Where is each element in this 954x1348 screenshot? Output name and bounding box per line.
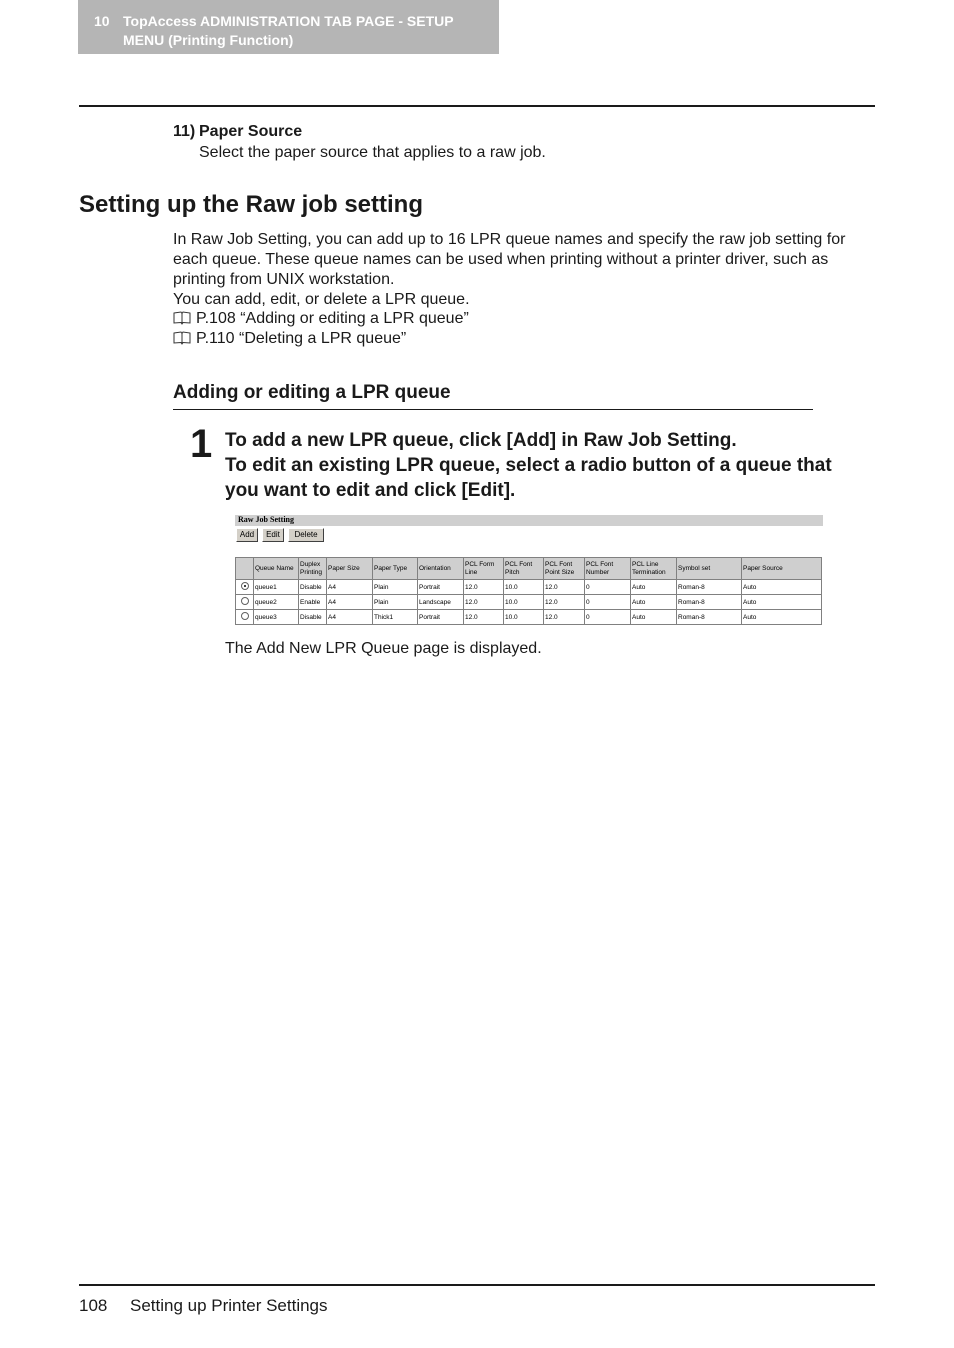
table-header-cell: Queue Name: [254, 558, 299, 580]
table-cell: Roman-8: [677, 610, 742, 625]
table-cell: queue1: [254, 580, 299, 595]
radio-cell: [236, 580, 254, 595]
table-row: [236, 595, 822, 610]
table-cell: Disable: [299, 580, 327, 595]
queue-radio-button[interactable]: [241, 582, 249, 590]
queue-radio-button[interactable]: [241, 612, 249, 620]
book-icon: [173, 311, 191, 325]
table-cell: Portrait: [418, 610, 464, 625]
step-line: To edit an existing LPR queue, select a radio button of a queue that: [225, 455, 832, 476]
table-cell: 12.0: [464, 595, 504, 610]
table-cell: Auto: [631, 580, 677, 595]
screenshot-title-bar: [235, 515, 823, 526]
screenshot-title: Raw Job Setting: [238, 515, 295, 524]
footer-chapter-title: Setting up Printer Settings: [130, 1296, 328, 1315]
section-heading: Setting up the Raw job setting: [79, 191, 423, 218]
chapter-number: 10: [94, 13, 110, 29]
table-cell: A4: [327, 580, 373, 595]
step-line: To add a new LPR queue, click [Add] in Raw Job Setting.: [225, 430, 737, 451]
radio-cell: [236, 595, 254, 610]
table-cell: Plain: [373, 580, 418, 595]
table-header-cell: PCL Font Point Size: [544, 558, 585, 580]
table-header-cell: Duplex Printing: [299, 558, 327, 580]
table-cell: 10.0: [504, 595, 544, 610]
queue-radio-button[interactable]: [241, 597, 249, 605]
reference-link[interactable]: [173, 310, 469, 328]
bottom-divider: [79, 1284, 875, 1286]
table-row: [236, 580, 822, 595]
section-body: [173, 230, 878, 310]
table-cell: Auto: [742, 580, 822, 595]
table-cell: 12.0: [544, 580, 585, 595]
table-cell: Landscape: [418, 595, 464, 610]
table-cell: 10.0: [504, 610, 544, 625]
queue-table: [235, 557, 822, 625]
reference-text: P.110 “Deleting a LPR queue”: [196, 330, 407, 347]
chapter-title-line2: MENU (Printing Function): [123, 32, 294, 48]
subsection-heading: Adding or editing a LPR queue: [173, 382, 451, 403]
table-header-cell: Orientation: [418, 558, 464, 580]
raw-job-setting-screenshot: [235, 514, 825, 632]
table-cell: 12.0: [464, 610, 504, 625]
table-cell: A4: [327, 595, 373, 610]
table-cell: Portrait: [418, 580, 464, 595]
item-description: Select the paper source that applies to a raw job.: [199, 144, 546, 161]
table-cell: 0: [585, 610, 631, 625]
table-cell: Auto: [631, 595, 677, 610]
table-cell: 0: [585, 580, 631, 595]
section-paragraph: You can add, edit, or delete a LPR queue.: [173, 291, 470, 308]
section-paragraph: In Raw Job Setting, you can add up to 16 LPR queue names and specify the raw job setting for each queue. These queue names can be used when printing without a printer driver, such as printing from UNIX workstation.: [173, 231, 846, 288]
table-header-cell: Symbol set: [677, 558, 742, 580]
item-number: 11): [173, 123, 196, 140]
table-cell: 10.0: [504, 580, 544, 595]
table-cell: 12.0: [544, 610, 585, 625]
radio-cell: [236, 610, 254, 625]
add-button[interactable]: Add: [236, 528, 258, 542]
table-header-cell: PCL Font Number: [585, 558, 631, 580]
table-cell: Thick1: [373, 610, 418, 625]
table-row: [236, 610, 822, 625]
table-header-cell: [236, 558, 254, 580]
step-instruction: [225, 428, 885, 503]
subsection-divider: [173, 409, 813, 410]
table-header-cell: Paper Type: [373, 558, 418, 580]
table-cell: Auto: [742, 610, 822, 625]
chapter-title-line1: TopAccess ADMINISTRATION TAB PAGE - SETUP: [123, 13, 454, 29]
reference-link[interactable]: [173, 330, 406, 348]
book-icon: [173, 331, 191, 345]
table-header-cell: PCL Form Line: [464, 558, 504, 580]
page-number: 108: [79, 1296, 108, 1315]
table-cell: Disable: [299, 610, 327, 625]
table-cell: Auto: [742, 595, 822, 610]
reference-text: P.108 “Adding or editing a LPR queue”: [196, 310, 469, 327]
table-cell: Plain: [373, 595, 418, 610]
top-divider: [79, 105, 875, 107]
table-cell: 12.0: [464, 580, 504, 595]
edit-button[interactable]: Edit: [262, 528, 284, 542]
table-header-cell: PCL Font Pitch: [504, 558, 544, 580]
table-cell: queue3: [254, 610, 299, 625]
delete-button[interactable]: Delete: [288, 528, 324, 542]
table-cell: A4: [327, 610, 373, 625]
item-title: Paper Source: [199, 123, 303, 140]
table-cell: 12.0: [544, 595, 585, 610]
table-header-row: [236, 558, 822, 580]
result-text: The Add New LPR Queue page is displayed.: [225, 640, 542, 657]
table-header-cell: Paper Source: [742, 558, 822, 580]
table-cell: Auto: [631, 610, 677, 625]
table-header-cell: Paper Size: [327, 558, 373, 580]
table-cell: Roman-8: [677, 580, 742, 595]
table-cell: queue2: [254, 595, 299, 610]
step-number: 1: [190, 422, 213, 466]
table-cell: Roman-8: [677, 595, 742, 610]
table-cell: Enable: [299, 595, 327, 610]
table-header-cell: PCL Line Termination: [631, 558, 677, 580]
table-cell: 0: [585, 595, 631, 610]
step-line: you want to edit and click [Edit].: [225, 480, 516, 501]
chapter-header-tab: [78, 0, 499, 54]
